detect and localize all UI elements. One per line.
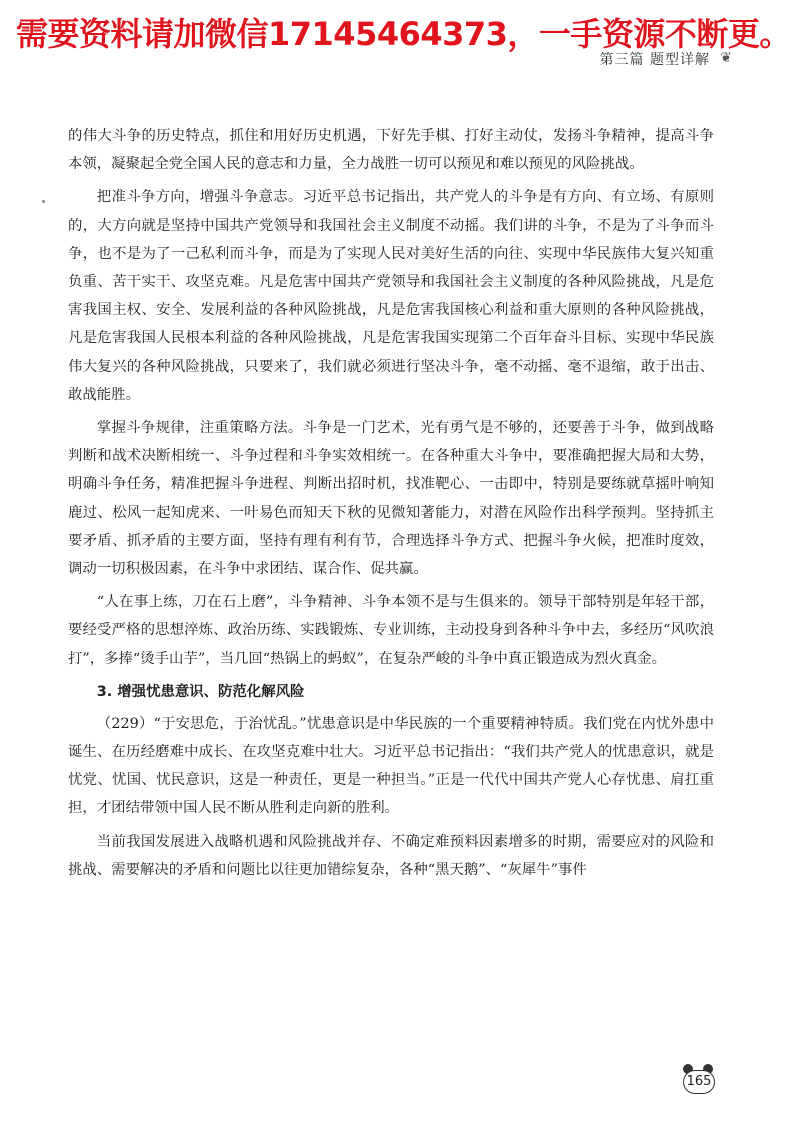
body-paragraph: 掌握斗争规律，注重策略方法。斗争是一门艺术，光有勇气是不够的，还要善于斗争，做到战略判断和战术决断相统一、斗争过程和斗争实效相统一。在各种重大斗争中，要准确把握大局和大势，明确斗争任务，精准把握斗争进程、判断出招时机，找准靶心、一击即中，特别是要练就草摇叶响知鹿过、松风一起知虎来、一叶易色而知天下秋的见微知著能力，对潜在风险作出科学预判。坚持抓主要矛盾、抓矛盾的主要方面，坚持有理有利有节，合理选择斗争方式、把握斗争火候，把准时度效，调动一切积极因素，在斗争中求团结、谋合作、促共赢。 (68, 420, 714, 578)
running-head: 第三篇 题型详解 (599, 52, 710, 68)
body-paragraph: “人在事上练，刀在石上磨”，斗争精神、斗争本领不是与生俱来的。领导干部特别是年轻干部，要经受严格的思想淬炼、政治历练、实践锻炼、专业训练，主动投身到各种斗争中去，多经历“风吹浪打”，多捧“烫手山芋”，当几回“热锅上的蚂蚁”，在复杂严峻的斗争中真正锻造成为烈火真金。 (68, 594, 714, 667)
body-paragraph: 的伟大斗争的历史特点，抓住和用好历史机遇，下好先手棋、打好主动仗，发扬斗争精神，提高斗争本领，凝聚起全党全国人民的意志和力量，全力战胜一切可以预见和难以预见的风险挑战。 (68, 128, 714, 173)
body-paragraph: （229）“于安思危，于治忧乱。”忧患意识是中华民族的一个重要精神特质。我们党在内忧外患中诞生、在历经磨难中成长、在攻坚克难中壮大。习近平总书记指出：“我们共产党人的忧患意识，就是忧党、忧国、忧民意识，这是一种责任，更是一种担当。”正是一代代中国共产党人心存忧患、肩扛重担，才团结带领中国人民不断从胜利走向新的胜利。 (68, 715, 714, 817)
page-number-badge (680, 1062, 716, 1094)
body-paragraph: 把准斗争方向，增强斗争意志。习近平总书记指出，共产党人的斗争是有方向、有立场、有原则的，大方向就是坚持中国共产党领导和我国社会主义制度不动摇。我们讲的斗争，不是为了斗争而斗争，也不是为了一己私利而斗争，而是为了实现人民对美好生活的向往、实现中华民族伟大复兴知重负重、苦干实干、攻坚克难。凡是危害中国共产党领导和我国社会主义制度的各种风险挑战，凡是危害我国主权、安全、发展利益的各种风险挑战，凡是危害我国核心利益和重大原则的各种风险挑战，凡是危害我国人民根本利益的各种风险挑战，凡是危害我国实现第二个百年奋斗目标、实现中华民族伟大复兴的各种风险挑战，只要来了，我们就必须进行坚决斗争，毫不动摇、毫不退缩，敢于出击、敢战能胜。 (68, 189, 714, 403)
body-paragraph: 当前我国发展进入战略机遇和风险挑战并存、不确定难预料因素增多的时期，需要应对的风险和挑战、需要解决的矛盾和问题比以往更加错综复杂，各种“黑天鹅”、“灰犀牛”事件 (68, 833, 714, 878)
page-body (68, 122, 714, 889)
watermark-banner: 需要资料请加微信17145464373，一手资源不断更。 (16, 15, 791, 53)
ornament-icon: ❦ (720, 50, 732, 66)
scan-speck (42, 200, 45, 203)
page-number: 165 (683, 1070, 715, 1094)
section-heading: 3. 增强忧患意识、防范化解风险 (96, 683, 305, 700)
